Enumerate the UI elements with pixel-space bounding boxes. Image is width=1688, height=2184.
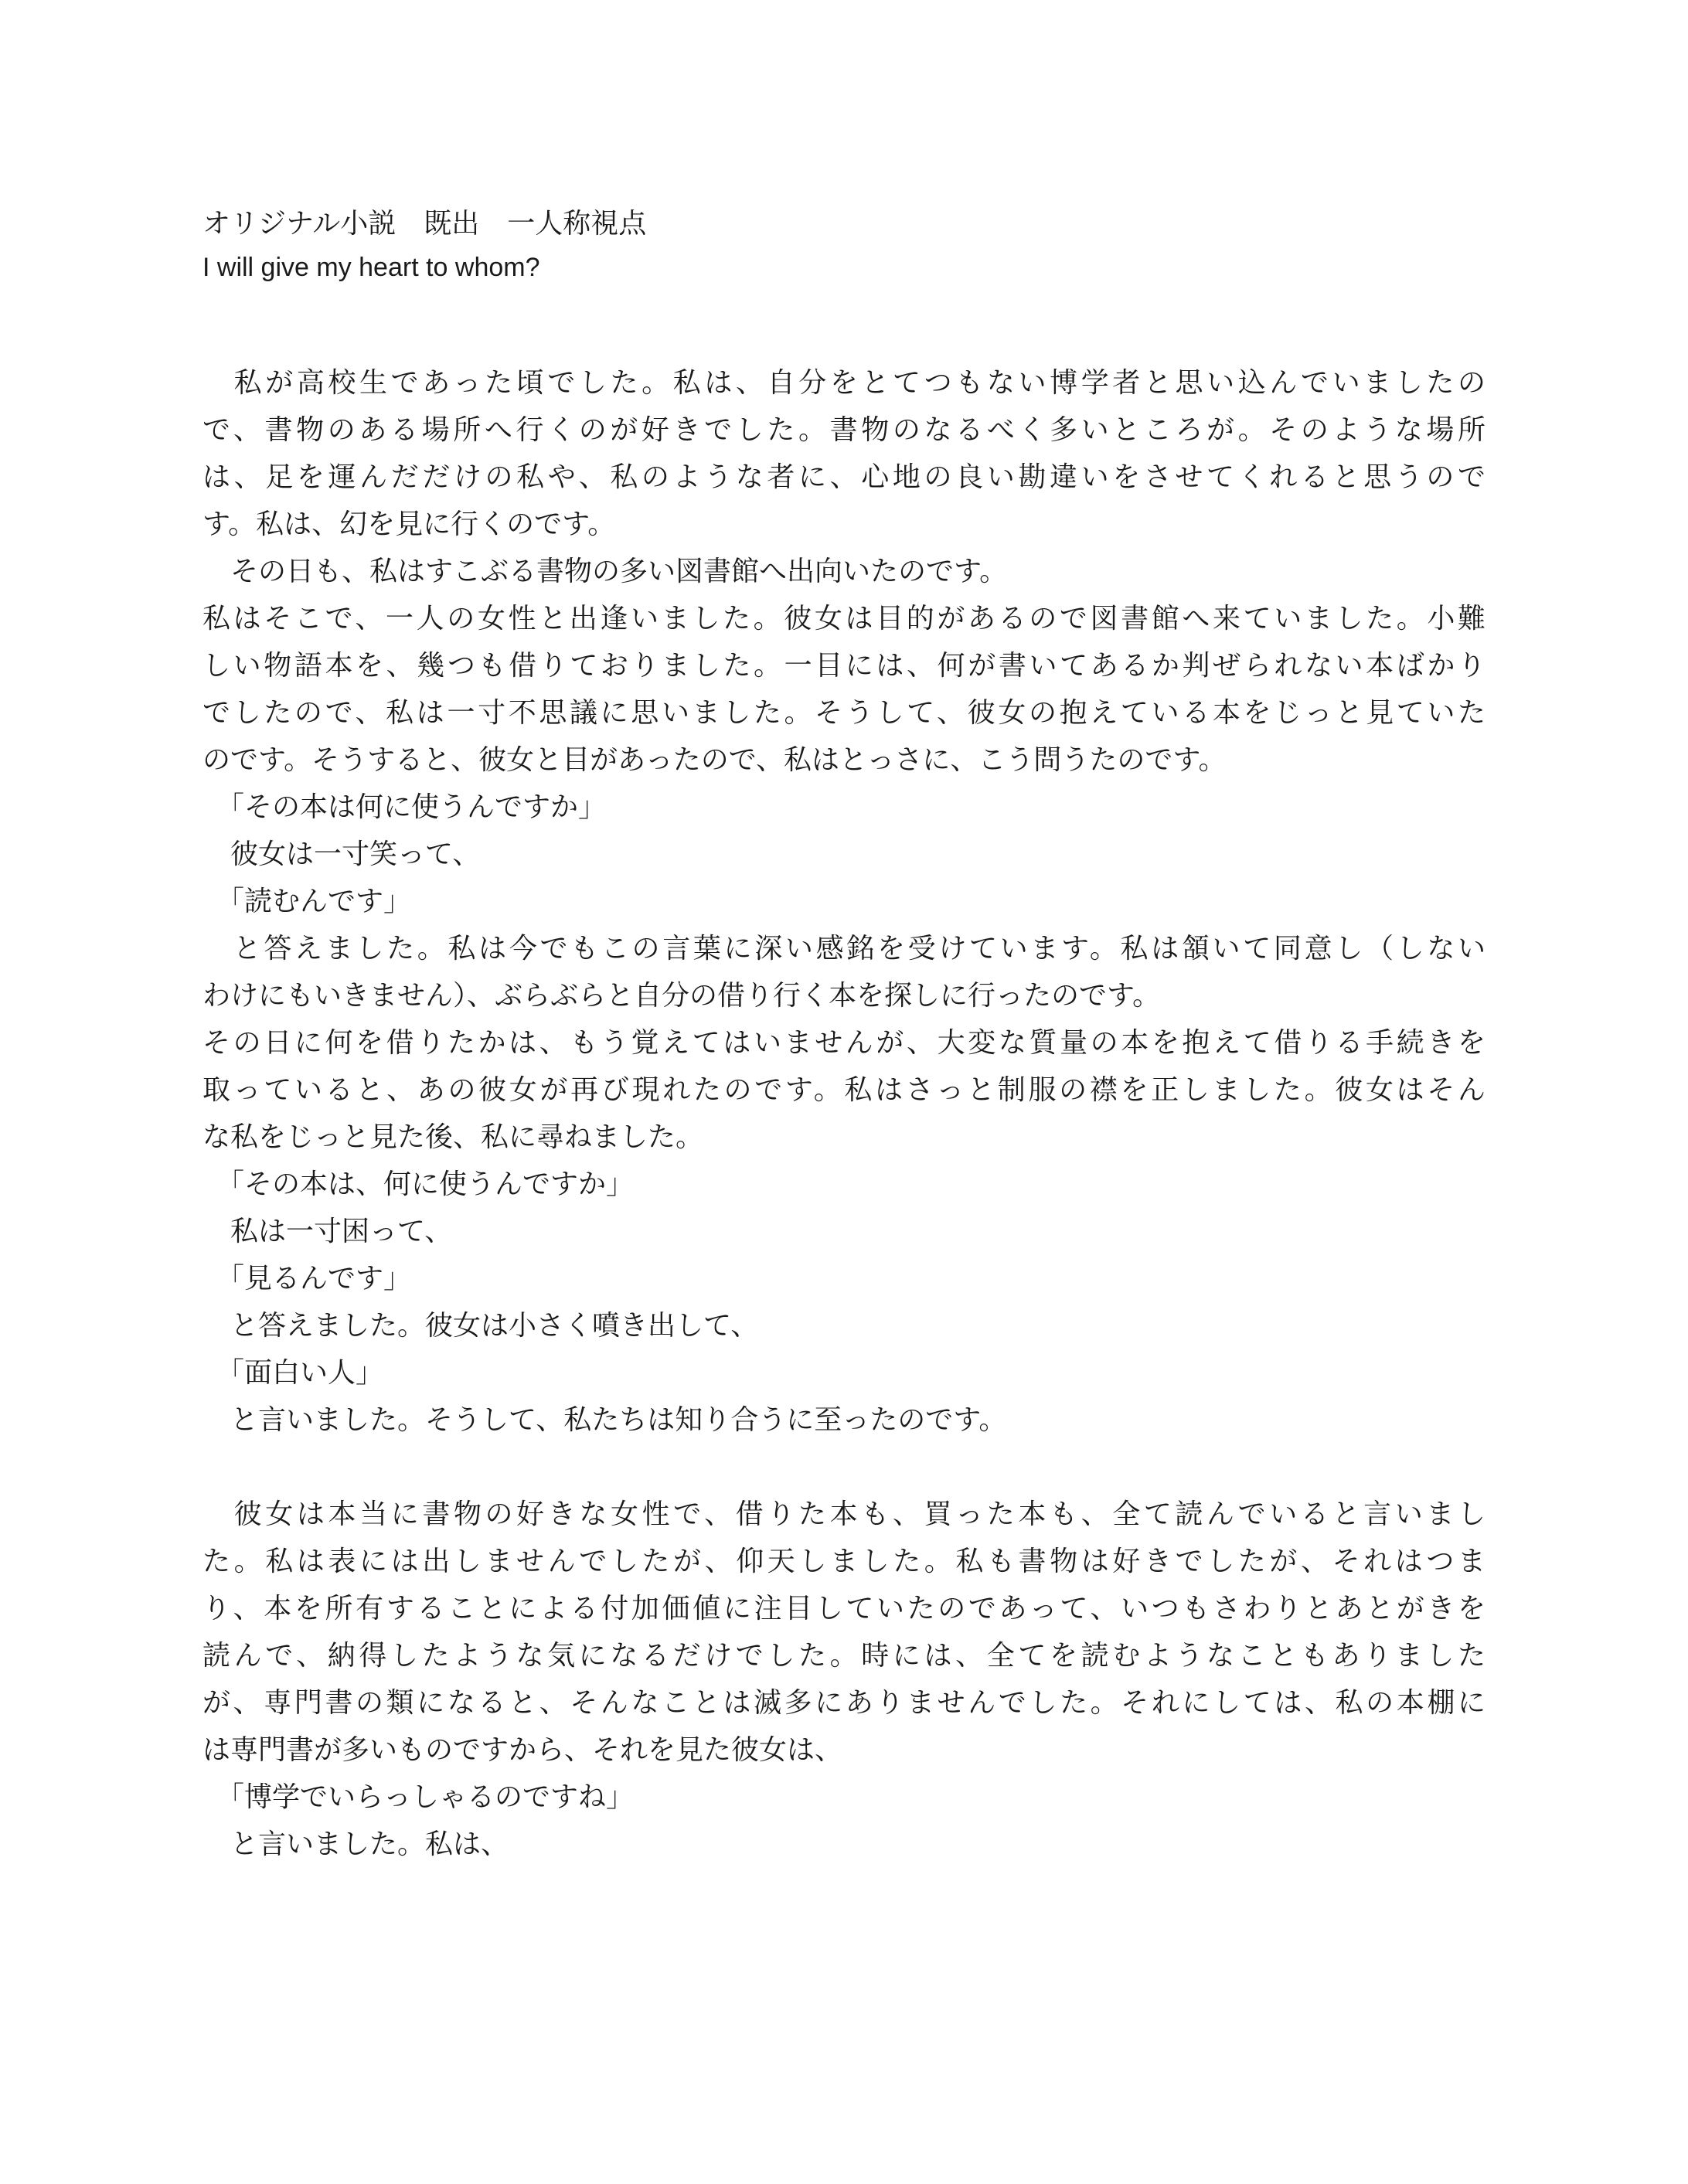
text-line: 読んで、納得したような気になるだけでした。時には、全てを読むようなこともありました xyxy=(202,1640,1486,1672)
text-line: 「読むんです」 xyxy=(202,886,412,917)
text-line: で、書物のある場所へ行くのが好きでした。書物のなるべく多いところが。そのような場所 xyxy=(202,414,1486,446)
text-line: は専門書が多いものですから、それを見た彼女は、 xyxy=(202,1734,843,1766)
text-line: その日も、私はすこぶる書物の多い図書館へ出向いたのです。 xyxy=(202,556,1008,587)
text-line: は、足を運んだだけの私や、私のような者に、心地の良い勘違いをさせてくれると思うので xyxy=(202,461,1486,493)
text-line: 「その本は何に使うんですか」 xyxy=(202,791,607,823)
document-header xyxy=(202,202,1486,289)
text-line: 「その本は、何に使うんですか」 xyxy=(202,1169,635,1200)
text-line: と答えました。彼女は小さく噴き出して、 xyxy=(202,1310,759,1342)
text-line: 私はそこで、一人の女性と出逢いました。彼女は目的があるので図書館へ来ていました。小難 xyxy=(202,603,1486,634)
text-line: り、本を所有することによる付加価値に注目していたのであって、いつもさわりとあとがきを xyxy=(202,1593,1486,1624)
text-line: 「博学でいらっしゃるのですね」 xyxy=(202,1781,635,1813)
text-line: でしたので、私は一寸不思議に思いました。そうして、彼女の抱えている本をじっと見ていた xyxy=(202,697,1486,729)
text-line: た。私は表には出しませんでしたが、仰天しました。私も書物は好きでしたが、それはつま xyxy=(202,1546,1486,1577)
text-line: と言いました。そうして、私たちは知り合うに至ったのです。 xyxy=(202,1404,1007,1436)
text-line: と言いました。私は、 xyxy=(202,1829,509,1860)
text-line: 「見るんです」 xyxy=(202,1263,412,1294)
title-japanese: オリジナル小説 既出 一人称視点 xyxy=(202,208,647,240)
story-body xyxy=(202,359,1486,1868)
text-line: わけにもいきません）、ぶらぶらと自分の借り行く本を探しに行ったのです。 xyxy=(202,980,1161,1012)
text-line: その日に何を借りたかは、もう覚えてはいませんが、大変な質量の本を抱えて借りる手続きを xyxy=(202,1027,1486,1059)
text-line: と答えました。私は今でもこの言葉に深い感銘を受けています。私は頷いて同意し（しない xyxy=(202,933,1486,964)
text-line: のです。そうすると、彼女と目があったので、私はとっさに、こう問うたのです。 xyxy=(202,744,1227,776)
text-line: す。私は、幻を見に行くのです。 xyxy=(202,509,616,540)
text-line: な私をじっと見た後、私に尋ねました。 xyxy=(202,1121,704,1153)
text-line: しい物語本を、幾つも借りておりました。一目には、何が書いてあるか判ぜられない本ばかり xyxy=(202,650,1486,682)
text-line: 取っていると、あの彼女が再び現れたのです。私はさっと制服の襟を正しました。彼女はそん xyxy=(202,1074,1486,1106)
text-line: 私は一寸困って、 xyxy=(202,1216,453,1247)
text-line: 彼女は一寸笑って、 xyxy=(202,839,481,870)
title-english: I will give my heart to whom? xyxy=(202,253,540,282)
text-line: が、専門書の類になると、そんなことは滅多にありませんでした。それにしては、私の本棚に xyxy=(202,1687,1486,1719)
text-line: 「面白い人」 xyxy=(202,1357,384,1389)
paragraph-break xyxy=(202,1444,1486,1491)
text-line: 彼女は本当に書物の好きな女性で、借りた本も、買った本も、全て読んでいると言いまし xyxy=(202,1499,1486,1530)
text-line: 私が高校生であった頃でした。私は、自分をとてつもない博学者と思い込んでいましたの xyxy=(202,367,1486,399)
